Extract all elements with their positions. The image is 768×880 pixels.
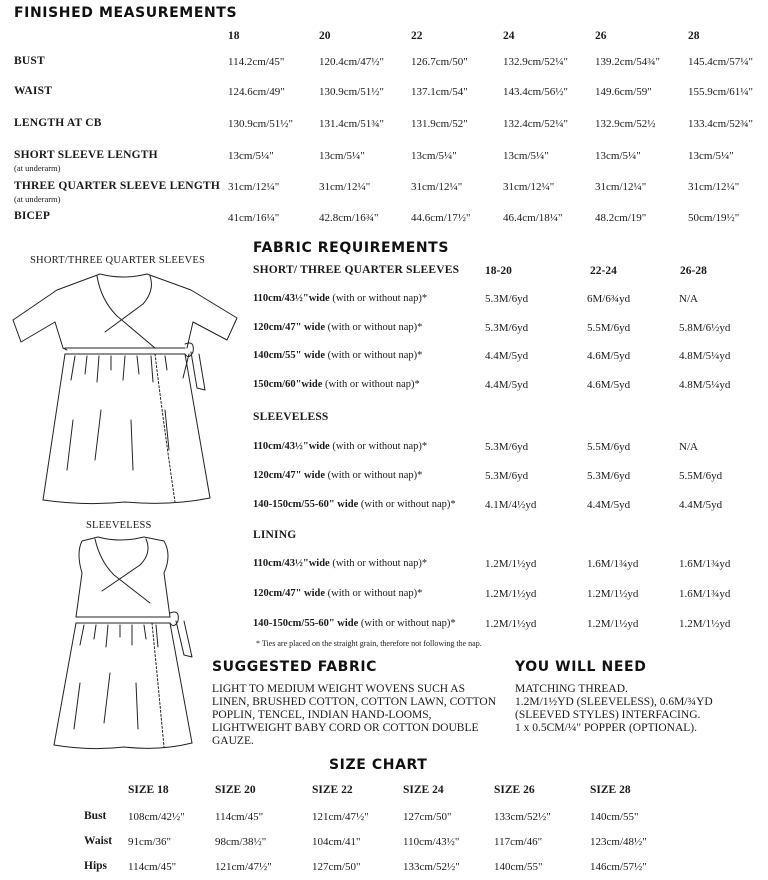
cell: 133cm/52½" <box>403 861 460 873</box>
size-col-28: 28 <box>688 30 700 42</box>
size-chart-col: SIZE 24 <box>403 784 444 796</box>
cell: 127cm/50" <box>403 811 452 823</box>
cell: 1.6M/1¾yd <box>587 558 639 570</box>
cell: 91cm/36" <box>128 836 171 848</box>
cell: 117cm/46" <box>494 836 543 848</box>
fabric-width-label: 120cm/47" wide (with or without nap)* <box>253 470 423 481</box>
you-will-need-title: YOU WILL NEED <box>515 659 647 675</box>
sleeved-dress-illustration <box>5 270 245 515</box>
cell: 108cm/42½" <box>128 811 185 823</box>
cell: 4.6M/5yd <box>587 350 631 362</box>
cell: 4.8M/5¼yd <box>679 379 731 391</box>
cell: 5.3M/6yd <box>485 470 529 482</box>
cell: N/A <box>679 441 698 453</box>
row-label: LENGTH AT CB <box>14 117 102 129</box>
cell: 130.9cm/51½" <box>319 86 384 98</box>
cell: 13cm/5¼" <box>411 150 457 162</box>
cell: 140cm/55" <box>590 811 639 823</box>
fabric-width-label: 140cm/55" wide (with or without nap)* <box>253 350 423 361</box>
finished-measurements-title: FINISHED MEASUREMENTS <box>14 5 238 21</box>
size-col-26: 26 <box>595 30 607 42</box>
sleeveless-dress-illustration <box>40 533 210 758</box>
cell: 132.9cm/52¼" <box>503 56 568 68</box>
cell: 1.2M/1½yd <box>587 618 639 630</box>
fabric-width-label: 110cm/43½"wide (with or without nap)* <box>253 441 428 452</box>
cell: 114cm/45" <box>215 811 264 823</box>
cell: 41cm/16¼" <box>228 212 280 224</box>
size-col-24: 24 <box>503 30 515 42</box>
row-label: Waist <box>84 835 113 847</box>
need-line: (SLEEVED STYLES) INTERFACING. <box>515 709 701 721</box>
fabric-width-label: 120cm/47" wide (with or without nap)* <box>253 322 423 333</box>
size-chart-col: SIZE 26 <box>494 784 535 796</box>
cell: 133.4cm/52¾" <box>688 118 753 130</box>
cell: 5.5M/6yd <box>587 441 631 453</box>
cell: 126.7cm/50" <box>411 56 468 68</box>
cell: 4.4M/5yd <box>679 499 723 511</box>
fabric-footnote: * Ties are placed on the straight grain, therefore not following the nap. <box>256 639 482 648</box>
suggested-fabric-text: LIGHT TO MEDIUM WEIGHT WOVENS SUCH AS LINEN, BRUSHED COTTON, COTTON LAWN, COTTON POPLIN, TENCEL, INDIAN HAND-LOOMS, LIGHTWEIGHT BABY CORD OR COTTON DOUBLE GAUZE. <box>212 683 497 747</box>
sleeveless-caption: SLEEVELESS <box>86 520 152 531</box>
col-18-20: 18-20 <box>485 265 512 277</box>
cell: 4.6M/5yd <box>587 379 631 391</box>
size-chart-col: SIZE 20 <box>215 784 256 796</box>
size-col-18: 18 <box>228 30 240 42</box>
cell: 139.2cm/54¾" <box>595 56 660 68</box>
cell: 1.6M/1¾yd <box>679 588 731 600</box>
row-sublabel: (at underarm) <box>14 163 61 173</box>
cell: 5.8M/6½yd <box>679 322 731 334</box>
cell: 44.6cm/17½" <box>411 212 471 224</box>
cell: 50cm/19½" <box>688 212 740 224</box>
cell: 31cm/12¼" <box>503 181 555 193</box>
cell: 1.2M/1½yd <box>587 588 639 600</box>
cell: 132.4cm/52¼" <box>503 118 568 130</box>
cell: 132.9cm/52½ <box>595 118 656 130</box>
cell: 120.4cm/47½" <box>319 56 384 68</box>
you-will-need-list <box>515 683 760 735</box>
cell: 127cm/50" <box>312 861 361 873</box>
cell: 4.4M/5yd <box>485 350 529 362</box>
size-chart-col: SIZE 22 <box>312 784 353 796</box>
cell: 31cm/12¼" <box>595 181 647 193</box>
cell: 6M/6¾yd <box>587 293 631 305</box>
size-chart-col: SIZE 28 <box>590 784 631 796</box>
cell: 121cm/47½" <box>215 861 272 873</box>
size-col-22: 22 <box>411 30 423 42</box>
fabric-width-label: 150cm/60"wide (with or without nap)* <box>253 379 420 390</box>
fabric-width-label: 140-150cm/55-60" wide (with or without nap)* <box>253 499 456 510</box>
cell: 31cm/12¼" <box>228 181 280 193</box>
cell: 1.6M/1¾yd <box>679 558 731 570</box>
cell: 114.2cm/45" <box>228 56 285 68</box>
fabric-width-label: 140-150cm/55-60" wide (with or without nap)* <box>253 618 456 629</box>
cell: 13cm/5¼" <box>228 150 274 162</box>
cell: 13cm/5¼" <box>503 150 549 162</box>
cell: 143.4cm/56½" <box>503 86 568 98</box>
cell: 5.3M/6yd <box>485 441 529 453</box>
row-label: THREE QUARTER SLEEVE LENGTH <box>14 180 220 192</box>
row-label: BUST <box>14 55 45 67</box>
row-label: BICEP <box>14 210 51 222</box>
section-heading: SHORT/ THREE QUARTER SLEEVES <box>253 264 460 276</box>
size-chart-col: SIZE 18 <box>128 784 169 796</box>
cell: 121cm/47½" <box>312 811 369 823</box>
cell: 4.1M/4½yd <box>485 499 537 511</box>
fabric-width-label: 110cm/43½"wide (with or without nap)* <box>253 293 428 304</box>
cell: 5.5M/6yd <box>587 322 631 334</box>
cell: 1.2M/1½yd <box>485 618 537 630</box>
cell: 48.2cm/19" <box>595 212 647 224</box>
cell: 42.8cm/16¾" <box>319 212 379 224</box>
suggested-fabric-title: SUGGESTED FABRIC <box>212 659 378 675</box>
cell: 146cm/57½" <box>590 861 647 873</box>
size-col-20: 20 <box>319 30 331 42</box>
cell: 104cm/41" <box>312 836 361 848</box>
row-label: Bust <box>84 810 107 822</box>
cell: 140cm/55" <box>494 861 543 873</box>
need-line: 1 x 0.5CM/¼" POPPER (OPTIONAL). <box>515 722 698 734</box>
cell: 155.9cm/61¼" <box>688 86 753 98</box>
need-line: MATCHING THREAD. <box>515 683 628 695</box>
cell: 131.9cm/52" <box>411 118 468 130</box>
cell: 31cm/12¼" <box>688 181 740 193</box>
col-22-24: 22-24 <box>590 265 617 277</box>
cell: 4.4M/5yd <box>587 499 631 511</box>
size-chart-title: SIZE CHART <box>329 757 428 773</box>
cell: 31cm/12¼" <box>319 181 371 193</box>
section-heading: LINING <box>253 529 297 541</box>
cell: 1.2M/1½yd <box>679 618 731 630</box>
row-label: Hips <box>84 860 108 872</box>
cell: 124.6cm/49" <box>228 86 285 98</box>
cell: 145.4cm/57¼" <box>688 56 753 68</box>
cell: 46.4cm/18¼" <box>503 212 563 224</box>
col-26-28: 26-28 <box>680 265 707 277</box>
cell: 149.6cm/59" <box>595 86 652 98</box>
fabric-width-label: 120cm/47" wide (with or without nap)* <box>253 588 423 599</box>
cell: 130.9cm/51½" <box>228 118 293 130</box>
cell: 5.5M/6yd <box>679 470 723 482</box>
row-label: SHORT SLEEVE LENGTH <box>14 149 158 161</box>
cell: 5.3M/6yd <box>485 322 529 334</box>
cell: 114cm/45" <box>128 861 177 873</box>
cell: 137.1cm/54" <box>411 86 468 98</box>
cell: 123cm/48½" <box>590 836 647 848</box>
cell: 98cm/38½" <box>215 836 267 848</box>
cell: 1.2M/1½yd <box>485 588 537 600</box>
cell: 31cm/12¼" <box>411 181 463 193</box>
cell: 1.2M/1½yd <box>485 558 537 570</box>
cell: 110cm/43½" <box>403 836 460 848</box>
row-label: WAIST <box>14 85 53 97</box>
cell: 4.8M/5¼yd <box>679 350 731 362</box>
section-heading: SLEEVELESS <box>253 411 329 423</box>
cell: 5.3M/6yd <box>485 293 529 305</box>
cell: 133cm/52½" <box>494 811 551 823</box>
cell: N/A <box>679 293 698 305</box>
row-sublabel: (at underarm) <box>14 194 61 204</box>
cell: 13cm/5¼" <box>688 150 734 162</box>
cell: 5.3M/6yd <box>587 470 631 482</box>
sleeved-caption: SHORT/THREE QUARTER SLEEVES <box>30 255 206 266</box>
fabric-width-label: 110cm/43½"wide (with or without nap)* <box>253 558 428 569</box>
cell: 13cm/5¼" <box>595 150 641 162</box>
fabric-requirements-title: FABRIC REQUIREMENTS <box>253 240 450 256</box>
cell: 4.4M/5yd <box>485 379 529 391</box>
cell: 13cm/5¼" <box>319 150 365 162</box>
need-line: 1.2M/1½YD (SLEEVELESS), 0.6M/¾YD <box>515 696 713 708</box>
cell: 131.4cm/51¾" <box>319 118 384 130</box>
